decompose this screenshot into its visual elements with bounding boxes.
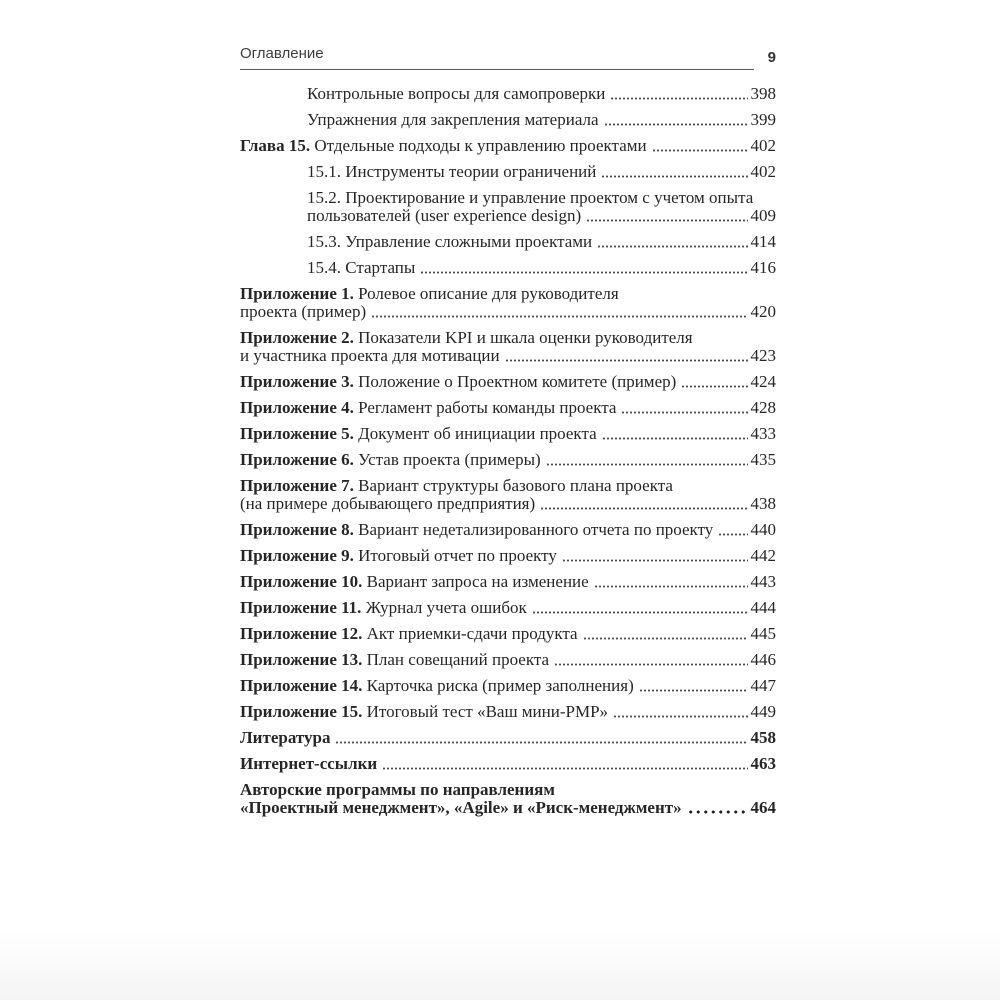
entry-last-line (240, 399, 776, 417)
entry-title: План совещаний проекта (366, 650, 550, 669)
toc-entry (240, 625, 776, 643)
entry-title: 15.3. Управление сложными проектами (307, 232, 593, 251)
entry-last-line (240, 373, 776, 391)
entry-page-number: 416 (750, 258, 776, 277)
dot-leader (586, 219, 747, 222)
entry-title: Устав проекта (примеры) (358, 450, 541, 469)
entry-label: Приложение 5. (240, 424, 359, 443)
dot-leader (621, 411, 747, 414)
entry-last-line (240, 755, 776, 773)
header-rule (240, 45, 754, 70)
toc-entry (240, 781, 776, 817)
entry-last-line (240, 599, 776, 617)
entry-page-number: 440 (750, 520, 776, 539)
entry-page-number: 424 (750, 372, 776, 391)
dot-leader (554, 663, 747, 666)
entry-page-number: 423 (750, 346, 776, 365)
dot-leader (718, 533, 747, 536)
entry-last-line (240, 303, 776, 321)
toc-entry (240, 259, 776, 277)
entry-last-line (240, 425, 776, 443)
entry-label: Глава 15. (240, 136, 315, 155)
toc-entry (240, 521, 776, 539)
dot-leader (382, 767, 747, 770)
entry-label: Приложение 10. (240, 572, 367, 591)
entry-page-number: 414 (750, 232, 776, 251)
entry-title: Регламент работы команды проекта (358, 398, 617, 417)
entry-label: Приложение 13. (240, 650, 367, 669)
entry-page-number: 463 (750, 754, 776, 773)
dot-leader (597, 245, 747, 248)
page-shadow (0, 930, 1000, 1000)
entry-title: Контрольные вопросы для самопроверки (307, 84, 606, 103)
toc-entry (240, 189, 776, 225)
entry-last-line (240, 547, 776, 565)
dot-leader (681, 385, 747, 388)
toc-entry (240, 285, 776, 321)
entry-last-line (240, 573, 776, 591)
entry-last-line (307, 163, 776, 181)
entry-title-line: Авторские программы по направлениям (240, 780, 555, 799)
entry-page-number: 409 (750, 206, 776, 225)
dot-leader (613, 715, 747, 718)
entry-page-number: 444 (750, 598, 776, 617)
entry-last-line (307, 207, 776, 225)
toc-entry (240, 599, 776, 617)
dot-leader (687, 810, 748, 814)
entry-page-number: 443 (750, 572, 776, 591)
entry-last-line (307, 233, 776, 251)
entry-page-number: 442 (750, 546, 776, 565)
entry-title: «Проектный менеджмент», «Agile» и «Риск-менеджмент» (240, 798, 682, 817)
running-title: Оглавление (240, 45, 324, 62)
entry-page-number: 464 (750, 798, 776, 817)
entry-last-line (240, 799, 776, 817)
toc-entry (240, 755, 776, 773)
entry-label: Приложение 14. (240, 676, 367, 695)
entry-title: (на примере добывающего предприятия) (240, 494, 536, 513)
entry-last-line (240, 495, 776, 513)
toc-entry (240, 85, 776, 103)
entry-title: Журнал учета ошибок (365, 598, 527, 617)
dot-leader (335, 741, 747, 744)
entry-last-line (307, 259, 776, 277)
dot-leader (540, 507, 747, 510)
dot-leader (562, 559, 748, 562)
entry-title-line: Приложение 7. Вариант структуры базового плана проекта (240, 476, 673, 495)
entry-last-line (307, 111, 776, 129)
entry-page-number: 402 (750, 162, 776, 181)
entry-label: Приложение 3. (240, 372, 359, 391)
entry-page-number: 433 (750, 424, 776, 443)
page-content (240, 45, 776, 825)
toc-entry (240, 329, 776, 365)
toc-entry (240, 573, 776, 591)
entry-title: Положение о Проектном комитете (пример) (358, 372, 677, 391)
dot-leader (594, 585, 748, 588)
dot-leader (604, 123, 748, 126)
toc-entry (240, 677, 776, 695)
toc-entry (240, 399, 776, 417)
entry-page-number: 438 (750, 494, 776, 513)
entry-last-line (240, 729, 776, 747)
entry-page-number: 449 (750, 702, 776, 721)
entry-last-line (240, 137, 776, 155)
entry-last-line (240, 521, 776, 539)
entry-label: Приложение 11. (240, 598, 366, 617)
dot-leader (601, 175, 747, 178)
entry-label: Приложение 6. (240, 450, 359, 469)
toc-entry (240, 111, 776, 129)
entry-title: Интернет-ссылки (240, 754, 378, 773)
entry-title: Карточка риска (пример заполнения) (366, 676, 634, 695)
entry-title: пользователей (user experience design) (307, 206, 582, 225)
entry-last-line (240, 677, 776, 695)
dot-leader (610, 97, 747, 100)
entry-page-number: 428 (750, 398, 776, 417)
entry-last-line (240, 625, 776, 643)
toc-entry (240, 233, 776, 251)
entry-label: Приложение 8. (240, 520, 359, 539)
entry-page-number: 398 (750, 84, 776, 103)
entry-label: Приложение 2. (240, 328, 354, 347)
entry-last-line (240, 703, 776, 721)
entry-page-number: 420 (750, 302, 776, 321)
dot-leader (639, 689, 748, 692)
dot-leader (602, 437, 748, 440)
entry-title: Отдельные подходы к управлению проектами (314, 136, 647, 155)
toc-entry (240, 451, 776, 469)
entry-title: Документ об инициации проекта (358, 424, 597, 443)
toc-entry (240, 373, 776, 391)
toc-entry (240, 651, 776, 669)
toc-entry (240, 425, 776, 443)
entry-title: проекта (пример) (240, 302, 367, 321)
entry-page-number: 458 (750, 728, 776, 747)
entry-title: 15.1. Инструменты теории ограничений (307, 162, 597, 181)
entry-label: Приложение 7. (240, 476, 354, 495)
entry-label: Приложение 4. (240, 398, 359, 417)
toc-entry (240, 547, 776, 565)
entry-page-number: 399 (750, 110, 776, 129)
entry-label: Приложение 12. (240, 624, 367, 643)
entry-page-number: 447 (750, 676, 776, 695)
entry-title: Итоговый тест «Ваш мини-PMP» (366, 702, 609, 721)
entry-title: Вариант запроса на изменение (366, 572, 589, 591)
dot-leader (583, 637, 748, 640)
entry-label: Приложение 1. (240, 284, 354, 303)
entry-title-line: Приложение 2. Показатели KPI и шкала оценки руководителя (240, 328, 693, 347)
entry-last-line (240, 651, 776, 669)
entry-title-line: Приложение 1. Ролевое описание для руководителя (240, 284, 619, 303)
entry-title: Акт приемки-сдачи продукта (366, 624, 578, 643)
toc-entry (240, 703, 776, 721)
entry-title: Упражнения для закрепления материала (307, 110, 599, 129)
page-number: 9 (767, 49, 776, 66)
entry-last-line (240, 451, 776, 469)
dot-leader (546, 463, 748, 466)
entry-title: Итоговый отчет по проекту (358, 546, 557, 565)
dot-leader (532, 611, 748, 614)
entry-page-number: 445 (750, 624, 776, 643)
entry-page-number: 446 (750, 650, 776, 669)
toc-entry (240, 477, 776, 513)
entry-label: Приложение 9. (240, 546, 359, 565)
toc-entry (240, 137, 776, 155)
dot-leader (652, 149, 748, 152)
entry-title: 15.4. Стартапы (307, 258, 416, 277)
entry-last-line (240, 347, 776, 365)
entry-title: Литература (240, 728, 331, 747)
dot-leader (371, 315, 747, 318)
entry-last-line (307, 85, 776, 103)
entry-title-line: 15.2. Проектирование и управление проектом с учетом опыта (307, 188, 754, 207)
toc-entry (240, 163, 776, 181)
dot-leader (420, 271, 747, 274)
entry-page-number: 402 (750, 136, 776, 155)
entry-title: и участника проекта для мотивации (240, 346, 500, 365)
running-header (240, 45, 776, 70)
dot-leader (505, 359, 748, 362)
table-of-contents (240, 85, 776, 817)
toc-entry (240, 729, 776, 747)
entry-page-number: 435 (750, 450, 776, 469)
entry-title: Вариант недетализированного отчета по проекту (358, 520, 714, 539)
entry-label: Приложение 15. (240, 702, 367, 721)
